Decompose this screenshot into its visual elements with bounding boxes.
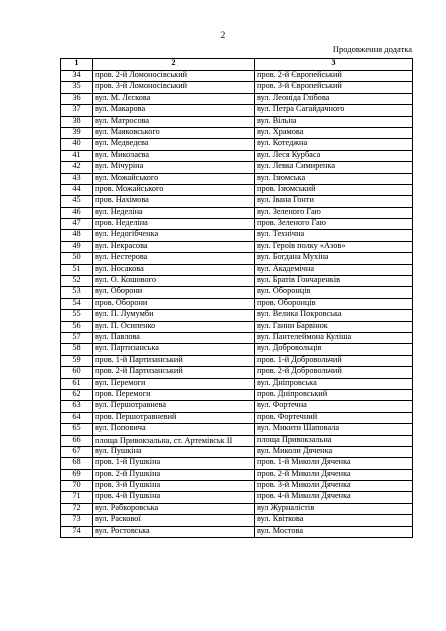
table-row [61,424,413,435]
row-number: 38 [61,116,93,127]
table-row [61,458,413,469]
new-street-name: пров. 3-й Миколи Дяченка [255,481,413,492]
old-street-name: пров. Перемоги [93,389,255,400]
new-street-name: вул. Богдана Мухіна [255,253,413,264]
continuation-label: Продовження додатка [332,44,412,54]
old-street-name: вул. П. Лумумби [93,310,255,321]
new-street-name: пров. Зеленого Гаю [255,219,413,230]
row-number: 74 [61,526,93,537]
old-street-name: пров. 2-й Ломоносівський [93,71,255,82]
row-number: 51 [61,264,93,275]
old-street-name: вул. М. Лєскова [93,93,255,104]
old-street-name: пров. 3-й Ломоносівський [93,82,255,93]
new-street-name: пров. 2-й Європейський [255,71,413,82]
old-street-name: вул. Неделіна [93,207,255,218]
old-street-name: вул. Рабкоровська [93,503,255,514]
new-street-name: вул. Вільна [255,116,413,127]
table-row [61,241,413,252]
old-street-name: пров. Неделіна [93,219,255,230]
table-row [61,332,413,343]
new-street-name: вул. Леоніда Глібова [255,93,413,104]
new-street-name: вул. Технічна [255,230,413,241]
new-street-name: вул. Дніпровська [255,378,413,389]
old-street-name: вул. Перемоги [93,378,255,389]
row-number: 68 [61,458,93,469]
row-number: 60 [61,367,93,378]
table-row [61,401,413,412]
table-row [61,378,413,389]
old-street-name: вул. Матросова [93,116,255,127]
old-street-name: вул. Пушкіна [93,446,255,457]
table-row [61,82,413,93]
table-row [61,230,413,241]
new-street-name: вул. Мостова [255,526,413,537]
old-street-name: вул. Недогібченка [93,230,255,241]
new-street-name: вул. Миколи Дяченка [255,446,413,457]
old-street-name: вул. О. Кошового [93,276,255,287]
table-row [61,355,413,366]
row-number: 52 [61,276,93,287]
row-number: 63 [61,401,93,412]
old-street-name: пров. 1-й Партизанський [93,355,255,366]
new-street-name: пров. 4-й Миколи Дяченка [255,492,413,503]
new-street-name: вул. Котеджна [255,139,413,150]
row-number: 47 [61,219,93,230]
old-street-name: пров. 1-й Пушкіна [93,458,255,469]
table-header-row [61,59,413,71]
table-row [61,253,413,264]
street-rename-table [60,58,413,538]
table-row [61,219,413,230]
old-street-name: вул. Мічуріна [93,162,255,173]
old-street-name: пров. 2-й Пушкіна [93,469,255,480]
table-row [61,162,413,173]
table-row [61,276,413,287]
new-street-name: пров. 3-й Європейський [255,82,413,93]
new-street-name: вул. Велика Покровська [255,310,413,321]
new-street-name: пров. 2-й Добровольчий [255,367,413,378]
table-row [61,184,413,195]
table-row [61,435,413,446]
row-number: 41 [61,150,93,161]
row-number: 64 [61,412,93,423]
old-street-name: вул. Раскової [93,515,255,526]
row-number: 37 [61,105,93,116]
row-number: 58 [61,344,93,355]
new-street-name: вул. Зеленого Гаю [255,207,413,218]
new-street-name: вул. Братів Гончаренків [255,276,413,287]
page-number: 2 [220,30,226,40]
new-street-name: вул. Левка Симиренка [255,162,413,173]
table-row [61,367,413,378]
row-number: 39 [61,127,93,138]
row-number: 62 [61,389,93,400]
row-number: 43 [61,173,93,184]
new-street-name: вул. Храмова [255,127,413,138]
new-street-name: вул. Микити Шаповала [255,424,413,435]
new-street-name: вул. Академічна [255,264,413,275]
new-street-name: вул. Оборонців [255,287,413,298]
new-street-name: пров. 2-й Миколи Дяченка [255,469,413,480]
new-street-name: площа Привокзальна [255,435,413,446]
row-number: 50 [61,253,93,264]
new-street-name: пров. 1-й Миколи Дяченка [255,458,413,469]
new-street-name: пров. Оборонців [255,298,413,309]
old-street-name: вул. Носакова [93,264,255,275]
old-street-name: пров. Першотравневий [93,412,255,423]
row-number: 54 [61,298,93,309]
row-number: 71 [61,492,93,503]
table-row [61,127,413,138]
old-street-name: вул. Ростовська [93,526,255,537]
new-street-name: пров. Фортечний [255,412,413,423]
row-number: 70 [61,481,93,492]
table-row [61,389,413,400]
row-number: 42 [61,162,93,173]
old-street-name: пров. 4-й Пушкіна [93,492,255,503]
header-old-name: 2 [93,59,255,71]
table-row [61,515,413,526]
old-street-name: вул. Некрасова [93,241,255,252]
header-new-name: 3 [255,59,413,71]
row-number: 72 [61,503,93,514]
new-street-name: вул. Петра Сагайдачного [255,105,413,116]
old-street-name: вул. Можайського [93,173,255,184]
row-number: 73 [61,515,93,526]
table-row [61,287,413,298]
row-number: 56 [61,321,93,332]
row-number: 36 [61,93,93,104]
table-row [61,264,413,275]
row-number: 40 [61,139,93,150]
table-row [61,503,413,514]
row-number: 55 [61,310,93,321]
row-number: 46 [61,207,93,218]
old-street-name: вул. Маяковського [93,127,255,138]
header-number: 1 [61,59,93,71]
table-row [61,310,413,321]
new-street-name: вул. Героїв полку «Азов» [255,241,413,252]
table-row [61,196,413,207]
row-number: 61 [61,378,93,389]
old-street-name: вул. Оборони [93,287,255,298]
table-row [61,481,413,492]
row-number: 67 [61,446,93,457]
row-number: 48 [61,230,93,241]
old-street-name: пров. Оборони [93,298,255,309]
table-row [61,412,413,423]
new-street-name: вул. Ганни Барвінок [255,321,413,332]
new-street-name: вул Журналістів [255,503,413,514]
table-row [61,150,413,161]
table-row [61,207,413,218]
old-street-name: вул. Макарова [93,105,255,116]
new-street-name: вул. Пантелеймона Куліша [255,332,413,343]
table-row [61,469,413,480]
old-street-name: пров. Нахімова [93,196,255,207]
row-number: 69 [61,469,93,480]
old-street-name: вул. П. Осипенко [93,321,255,332]
row-number: 44 [61,184,93,195]
row-number: 49 [61,241,93,252]
old-street-name: пров. 3-й Пушкіна [93,481,255,492]
table-row [61,492,413,503]
new-street-name: вул. Квіткова [255,515,413,526]
old-street-name: вул. Павлова [93,332,255,343]
table-row [61,526,413,537]
table-row [61,105,413,116]
row-number: 34 [61,71,93,82]
row-number: 65 [61,424,93,435]
old-street-name: пров. Можайського [93,184,255,195]
new-street-name: вул. Ізюмська [255,173,413,184]
new-street-name: вул. Леся Курбаса [255,150,413,161]
row-number: 45 [61,196,93,207]
table-row [61,446,413,457]
new-street-name: вул. Фортечна [255,401,413,412]
table-row [61,71,413,82]
new-street-name: пров. Ізюмський [255,184,413,195]
new-street-name: вул. Івана Гонти [255,196,413,207]
old-street-name: вул. Першотравнева [93,401,255,412]
old-street-name: вул. Медведєва [93,139,255,150]
new-street-name: вул. Добровольців [255,344,413,355]
table-row [61,344,413,355]
table-row [61,321,413,332]
new-street-name: пров. Дніпровський [255,389,413,400]
row-number: 57 [61,332,93,343]
old-street-name: вул. Поповича [93,424,255,435]
old-street-name: площа Привокзальна, ст. Артемівськ ІІ [93,435,255,446]
new-street-name: пров. 1-й Добровольчий [255,355,413,366]
old-street-name: вул. Миколаєва [93,150,255,161]
table-row [61,116,413,127]
table-row [61,298,413,309]
row-number: 59 [61,355,93,366]
old-street-name: вул. Партизанська [93,344,255,355]
row-number: 53 [61,287,93,298]
row-number: 66 [61,435,93,446]
old-street-name: вул. Нестерова [93,253,255,264]
table-row [61,173,413,184]
table-row [61,93,413,104]
row-number: 35 [61,82,93,93]
old-street-name: пров. 2-й Партизанський [93,367,255,378]
table-row [61,139,413,150]
